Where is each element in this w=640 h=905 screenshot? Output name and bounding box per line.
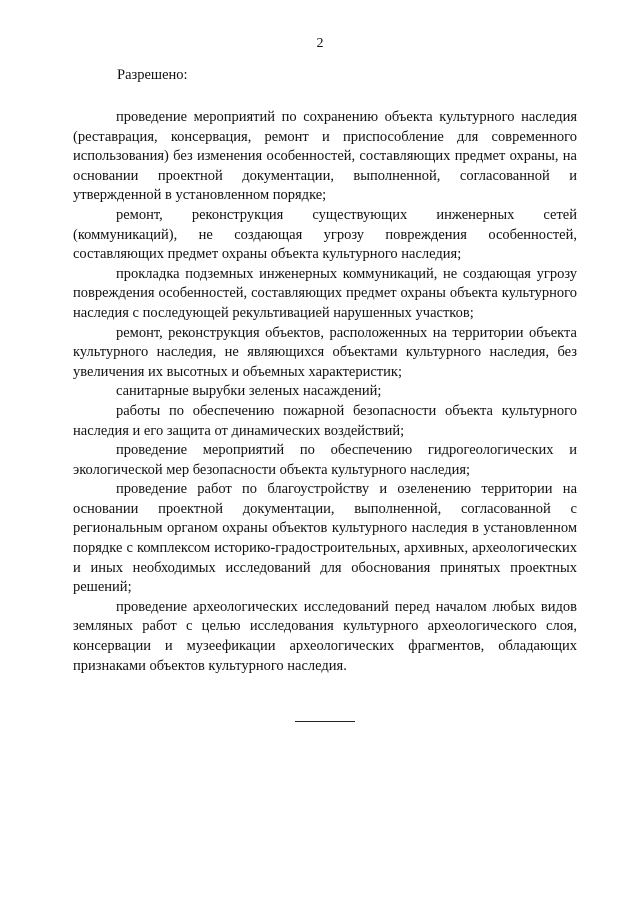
paragraph-landscaping: проведение работ по благоустройству и озеленению территории на основании проектной документации, выполненной, согласованной с региональным органом охраны объектов культурного наследия в установленном порядке с комплексом историко-градостроительных, архивных, археологических и иных необходимых исследований для обоснования принятых проектных решений; xyxy=(73,481,577,596)
paragraph-archaeology: проведение археологических исследований перед началом любых видов земляных работ с целью исследования культурного археологического слоя, консервации и музеефикации археологических фрагментов, обладающих признаками объектов культурного наследия. xyxy=(73,598,577,674)
end-divider xyxy=(295,721,355,722)
paragraph-underground-utilities: прокладка подземных инженерных коммуникаций, не создающая угрозу повреждения особенностей, составляющих предмет охраны объекта культурного наследия с последующей рекультивацией нарушенных участков; xyxy=(73,265,577,321)
paragraph-network-repair: ремонт, реконструкция существующих инженерных сетей (коммуникаций), не создающая угрозу повреждения особенностей, составляющих предмет охраны объекта культурного наследия; xyxy=(73,206,577,263)
paragraph-hydrogeological: проведение мероприятий по обеспечению гидрогеологических и экологической мер безопасности объекта культурного наследия; xyxy=(73,442,577,478)
paragraph-object-repair: ремонт, реконструкция объектов, расположенных на территории объекта культурного наследия, не являющихся объектами культурного наследия, без увеличения их высотных и объемных характеристик; xyxy=(73,324,577,380)
paragraph-sanitary-felling: санитарные вырубки зеленых насаждений; xyxy=(116,383,382,400)
paragraph-restoration: проведение мероприятий по сохранению объекта культурного наследия (реставрация, консервация, ремонт и приспособление для современного использования) без изменения особенностей, составляющих предмет охраны, на основании проектной документации, выполненной, согласованной и утвержденной в установленном порядке; xyxy=(73,109,577,204)
permitted-activities-list xyxy=(73,108,577,676)
page-number: 2 xyxy=(316,36,324,51)
section-heading: Разрешено: xyxy=(117,67,188,83)
paragraph-fire-safety: работы по обеспечению пожарной безопасности объекта культурного наследия и его защита от динамических воздействий; xyxy=(73,402,577,439)
